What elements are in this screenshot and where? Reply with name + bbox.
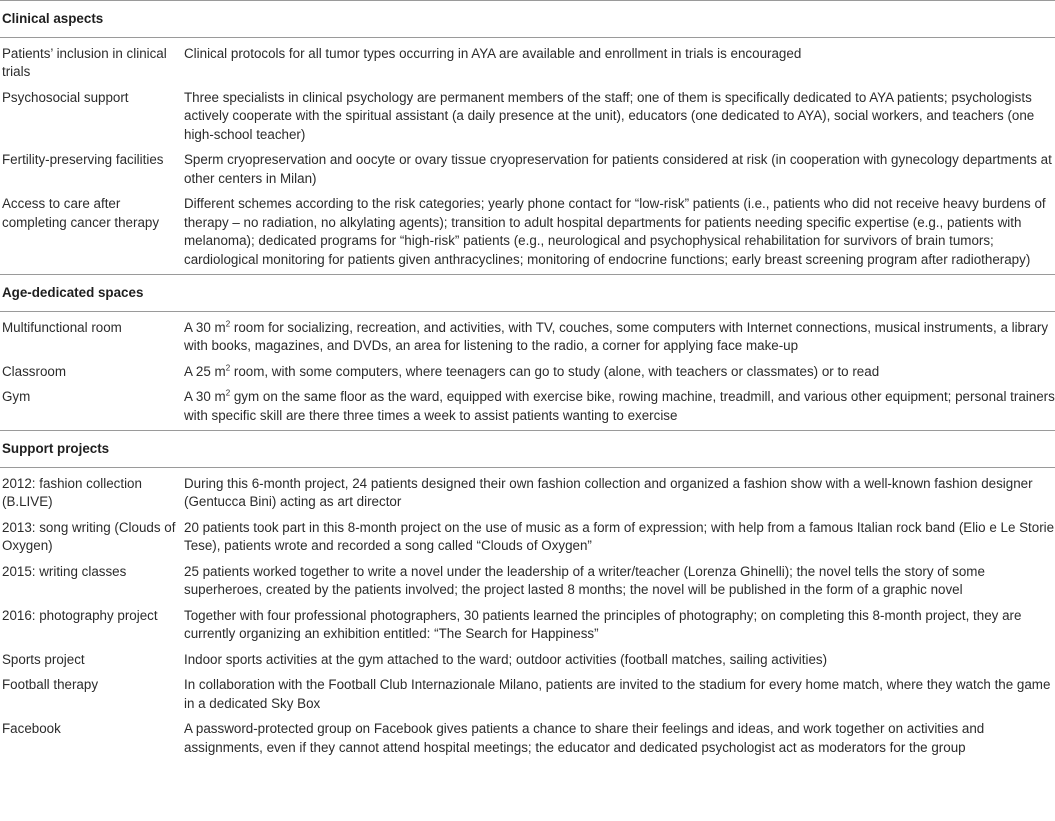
row-description: Together with four professional photographers, 30 patients learned the principles of photography; on completing this 8-month project, they are currently organizing an exhibition entitled: “The Search for Happiness” — [184, 607, 1022, 641]
table-row — [0, 603, 1055, 647]
row-label: 2013: song writing (Clouds of Oxygen) — [2, 519, 176, 553]
section-title: Clinical aspects — [0, 1, 1055, 38]
row-description: During this 6-month project, 24 patients designed their own fashion collection and organized a fashion show with a well-known fashion designer (Gentucca Bini) acting as art director — [184, 475, 1033, 509]
section-header — [0, 275, 1055, 312]
description-text: room, with some computers, where teenagers can go to study (alone, with teachers or classmates) or to read — [230, 363, 880, 379]
table-row — [0, 672, 1055, 716]
section-header — [0, 1, 1055, 38]
row-description: Different schemes according to the risk categories; yearly phone contact for “low-risk” patients (i.e., patients who did not receive heavy burdens of therapy – no radiation, no alkylating agents); transition to adult hospital departments for patients needing specific expertise (e.g., patients with melanoma); dedicated programs for “high-risk” patients (e.g., neurological and psychophysical rehabilitation for survivors of brain tumors; cardiological monitoring for patients given anthracyclines; monitoring of endocrine functions; early breast screening program after radiotherapy) — [184, 196, 1046, 267]
table-row — [0, 467, 1055, 515]
row-description — [182, 311, 1055, 359]
table-row — [0, 85, 1055, 148]
section-title: Support projects — [0, 431, 1055, 468]
section-title: Age-dedicated spaces — [0, 275, 1055, 312]
row-description: Three specialists in clinical psychology are permanent members of the staff; one of them is specifically dedicated to AYA patients; psychologists actively cooperate with the spiritual assistant (a daily presence at the unit), educators (one dedicated to AYA), social workers, and teachers (one high-school teacher) — [184, 89, 1035, 142]
area-exponent: 2 — [225, 388, 231, 398]
area-exponent: 2 — [225, 363, 231, 373]
area-exponent: 2 — [225, 319, 231, 329]
section-header — [0, 431, 1055, 468]
table-row — [0, 359, 1055, 385]
table-row — [0, 191, 1055, 275]
row-label: Multifunctional room — [2, 319, 122, 335]
row-label: Patients’ inclusion in clinical trials — [2, 45, 167, 79]
row-label: Access to care after completing cancer therapy — [2, 196, 160, 230]
table-row — [0, 37, 1055, 85]
table-row — [0, 647, 1055, 673]
row-label: 2012: fashion collection (B.LIVE) — [2, 475, 142, 509]
row-description: 20 patients took part in this 8-month project on the use of music as a form of expression; with help from a famous Italian rock band (Elio e Le Storie Tese), patients wrote and recorded a song called “Clouds of Oxygen” — [184, 519, 1055, 553]
row-label: Psychosocial support — [2, 89, 129, 105]
row-description: In collaboration with the Football Club Internazionale Milano, patients are invited to the stadium for every home match, where they watch the game in a dedicated Sky Box — [184, 677, 1051, 711]
description-text: room for socializing, recreation, and activities, with TV, couches, some computers with Internet connections, musical instruments, a library with books, magazines, and DVDs, an area for listening to the radio, a corner for applying face make-up — [184, 319, 1049, 353]
row-label: Football therapy — [2, 677, 99, 692]
table-row — [0, 716, 1055, 760]
row-label: Gym — [2, 389, 31, 404]
row-label: Fertility-preserving facilities — [2, 152, 164, 167]
row-label: Sports project — [2, 651, 85, 667]
row-description: 25 patients worked together to write a novel under the leadership of a writer/teacher (Lorenza Ghinelli); the novel tells the story of some superheroes, created by the patients involved; the project lasted 8 months; the novel will be published in the form of a graphic novel — [184, 563, 985, 597]
table-row — [0, 311, 1055, 359]
table-row — [0, 384, 1055, 431]
table-row — [0, 147, 1055, 191]
row-label: 2015: writing classes — [2, 563, 127, 579]
area-prefix: A 30 m — [184, 319, 226, 335]
row-description — [182, 359, 1055, 385]
row-description: A password-protected group on Facebook gives patients a chance to share their feelings and ideas, and work together on activities and assignments, even if they cannot attend hospital meetings; the educator and dedicated psychologist act as moderators for the group — [184, 721, 985, 755]
table-row — [0, 515, 1055, 559]
description-text: gym on the same floor as the ward, equipped with exercise bike, rowing machine, treadmill, and various other equipment; personal trainers with specific skill are there three times a week to assist patients wanting to exercise — [184, 389, 1055, 423]
row-description: Sperm cryopreservation and oocyte or ovary tissue cryopreservation for patients considered at risk (in cooperation with gynecology departments at other centers in Milan) — [184, 152, 1052, 186]
area-prefix: A 25 m — [184, 363, 226, 379]
row-description: Clinical protocols for all tumor types occurring in AYA are available and enrollment in trials is encouraged — [184, 45, 802, 61]
row-label: Facebook — [2, 721, 61, 736]
row-description: Indoor sports activities at the gym attached to the ward; outdoor activities (football matches, sailing activities) — [184, 651, 828, 667]
area-prefix: A 30 m — [184, 389, 226, 404]
row-label: Classroom — [2, 363, 66, 379]
table-row — [0, 559, 1055, 603]
row-description — [182, 384, 1055, 431]
row-label: 2016: photography project — [2, 607, 158, 623]
